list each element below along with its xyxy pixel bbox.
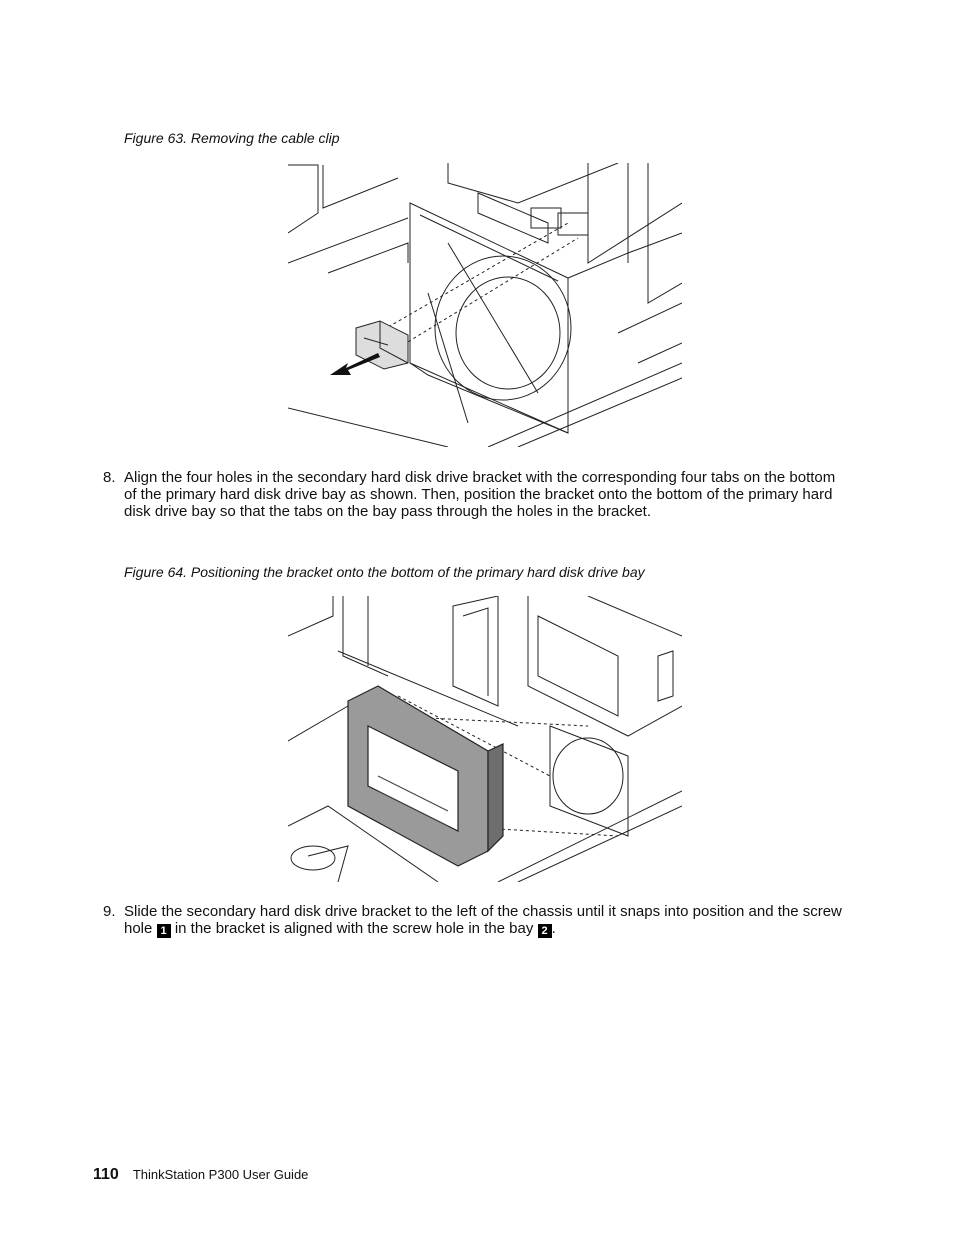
page-footer — [93, 1166, 308, 1184]
figure-63-caption: Figure 63. Removing the cable clip — [124, 130, 340, 146]
step-text-part-b: in the bracket is aligned with the screw hole in the bay — [174, 920, 534, 937]
step-number: 8. — [103, 469, 116, 486]
page-number: 110 — [93, 1166, 119, 1183]
step-text — [124, 903, 843, 938]
step-8 — [103, 469, 843, 520]
cable-clip-removal-drawing — [288, 163, 682, 447]
document-title: ThinkStation P300 User Guide — [132, 1167, 309, 1182]
figure-64-caption: Figure 64. Positioning the bracket onto the bottom of the primary hard disk drive bay — [124, 564, 645, 580]
step-9 — [103, 903, 843, 938]
bracket-positioning-drawing — [288, 596, 682, 882]
callout-2-badge: 2 — [538, 924, 552, 938]
callout-1-badge: 1 — [157, 924, 171, 938]
step-text-part-a: Slide the secondary hard disk drive bracket to the left of the chassis until it snaps into position and the screw hole — [124, 903, 842, 937]
step-text: Align the four holes in the secondary hard disk drive bracket with the corresponding four tabs on the bottom of the primary hard disk drive bay as shown. Then, position the bracket onto the bottom of the primary hard disk drive bay so that the tabs on the bay pass through the holes in the bracket. — [124, 469, 836, 520]
figure-63-illustration — [288, 163, 682, 447]
step-number: 9. — [103, 903, 116, 920]
figure-64-illustration — [288, 596, 682, 882]
step-text-part-c: . — [551, 920, 556, 937]
